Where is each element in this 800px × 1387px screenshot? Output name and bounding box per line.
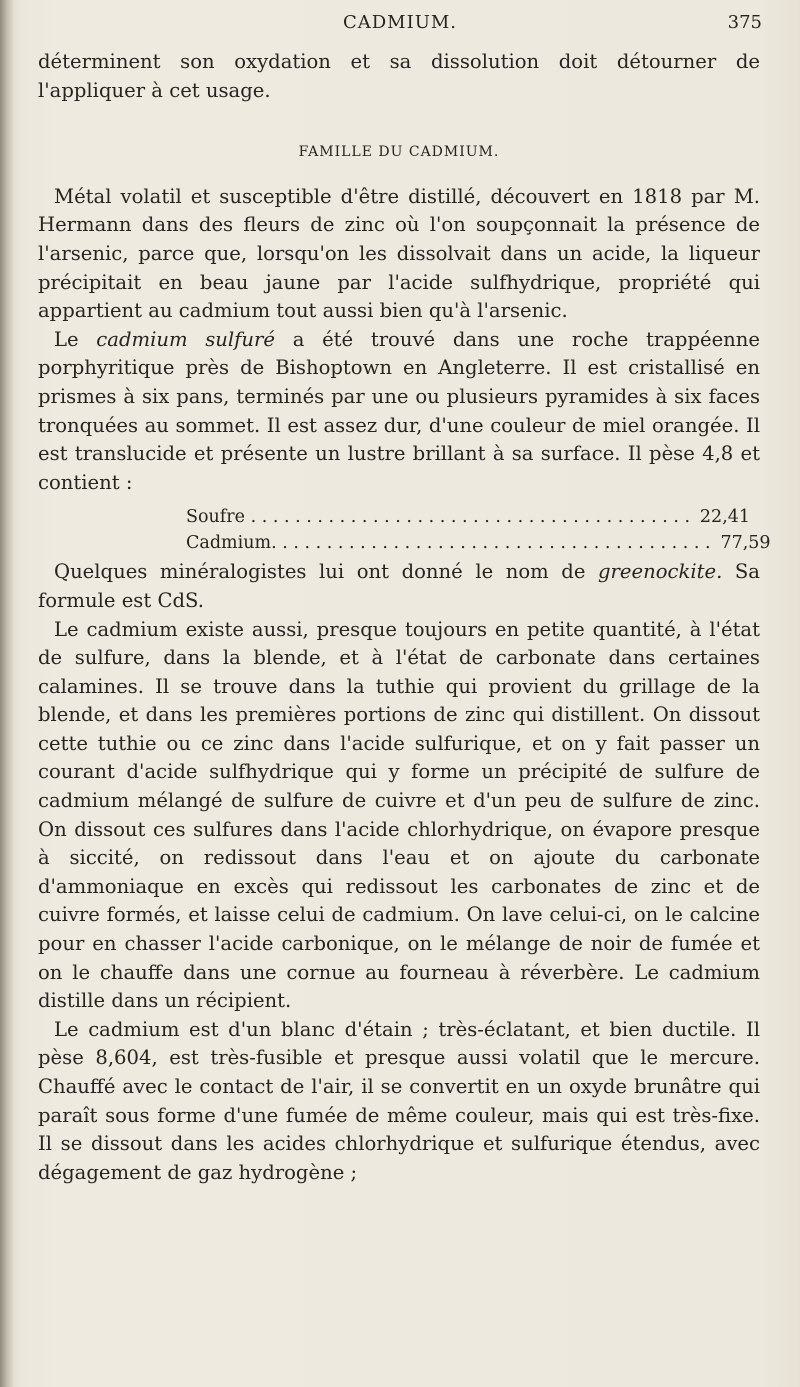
element-value: 77,59 [720,533,771,554]
body-text [38,48,771,1187]
page-number: 375 [727,12,762,33]
text-run: a été trouvé dans une roche trappéenne porphyritique près de Bishoptown en Angleterre. Il est cristallisé en prismes à six pans, terminés par une ou plusieurs pyramides à six faces tronquées au sommet. Il est assez dur, d'une couleur de miel orangée. Il est translucide et présente un lustre brillant à sa surface. Il pèse 4,8 et contient : [38,327,761,494]
leader-dots: . . . . . . . . . . . . . . . . . . . . . . . . . . . . . . . . . . . . . . . . [271,533,711,554]
leader-dots: . . . . . . . . . . . . . . . . . . . . . . . . . . . . . . . . . . . . . . . . [245,507,691,528]
paragraph-cadmium-sulfure [38,326,760,498]
page-header [0,12,800,42]
paragraph-continued: déterminent son oxydation et sa dissolution doit détourner de l'appliquer à cet usage. [38,50,760,102]
composition-table [38,504,771,556]
element-name: Cadmium [186,533,272,554]
composition-row [186,530,771,556]
element-value: 22,41 [699,507,751,528]
italic-term: cadmium sulfuré [96,327,276,351]
book-spine-shadow [0,0,14,1387]
paragraph-properties: Le cadmium est d'un blanc d'étain ; très-éclatant, et bien ductile. Il pèse 8,604, est très-fusible et presque aussi volatil que le mercure. Chauffé avec le contact de l'air, il se convertit en un oxyde brunâtre qui paraît sous forme d'une fumée de même couleur, mais qui est très-fixe. Il se dissout dans les acides chlorhydrique et sulfurique étendus, avec dégagement de gaz hydrogène ; [38,1017,760,1184]
text-run: Quelques minéralogistes lui ont donné le nom de [54,560,598,584]
text-run: Le [54,327,97,351]
paragraph-greenockite [38,558,760,615]
paragraph-metal-description: Métal volatil et susceptible d'être distillé, découvert en 1818 par M. Hermann dans des fleurs de zinc où l'on soupçonnait la présence de l'arsenic, parce que, lorsqu'on les dissolvait dans un acide, la liqueur précipitait en beau jaune par l'acide sulfhydrique, propriété qui appartient au cadmium tout aussi bien qu'à l'arsenic. [38,184,760,323]
italic-term: greenockite. [598,560,723,584]
element-name: Soufre [186,507,245,528]
text-run: Sa formule est CdS. [38,560,760,612]
paragraph-extraction: Le cadmium existe aussi, presque toujours en petite quantité, à l'état de sulfure, dans la blende, et à l'état de carbonate dans certaines calamines. Il se trouve dans la tuthie qui provient du grillage de la blende, et dans les premières portions de zinc qui distillent. On dissout cette tuthie ou ce zinc dans l'acide sulfurique, et on y fait passer un courant d'acide sulfhydrique qui y forme un précipité de sulfure de cadmium mélangé de sulfure de cuivre et d'un peu de sulfure de zinc. On dissout ces sulfures dans l'acide chlorhydrique, on évapore presque à siccité, on redissout dans l'eau et on ajoute du carbonate d'ammoniaque en excès qui redissout les carbonates de zinc et de cuivre formés, et laisse celui de cadmium. On lave celui-ci, on le calcine pour en chasser l'acide carbonique, on le mélange de noir de fumée et on le chauffe dans une cornue au fourneau à réverbère. Le cadmium distille dans un récipient. [38,617,760,1013]
running-head: CADMIUM. [342,12,458,33]
section-title: FAMILLE DU CADMIUM. [298,144,500,161]
composition-row [186,504,751,530]
